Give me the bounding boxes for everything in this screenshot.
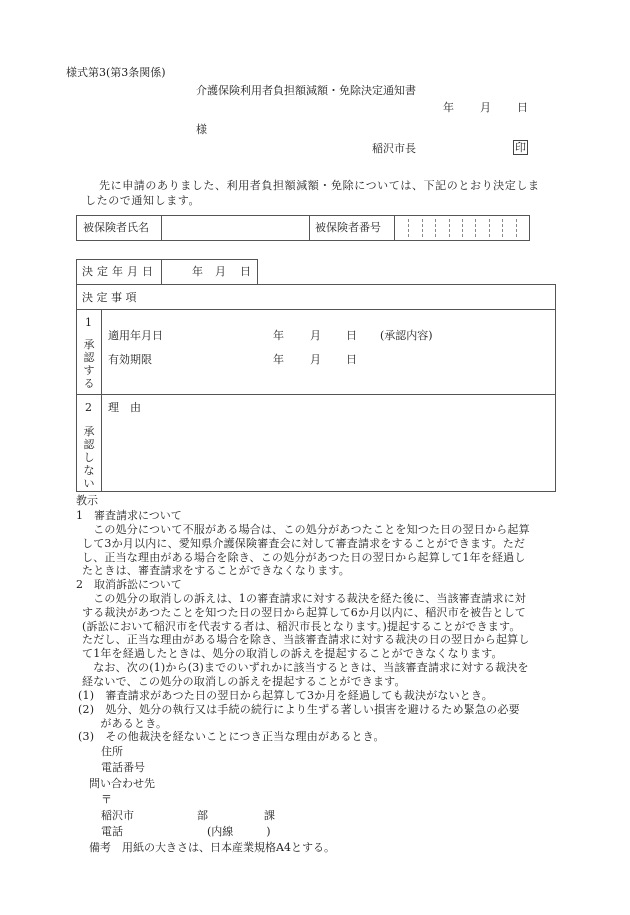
approval-content-label: (承認内容): [380, 329, 433, 342]
date-month-label: 月: [480, 101, 491, 114]
decision-date-year: 年: [192, 265, 203, 278]
section2-title: 2 取消訴訟について: [76, 578, 182, 591]
addressee-suffix: 様: [196, 123, 207, 136]
reason-label: 理 由: [108, 401, 141, 414]
insured-name-field[interactable]: [162, 216, 308, 240]
contact-city: 稲沢市: [101, 809, 134, 822]
digit-divider: [422, 219, 423, 237]
text-line: て1年を経過したときは、処分の取消しの訴えを提起することができなくなります。: [82, 647, 503, 661]
date-day-label: 日: [517, 101, 528, 114]
digit-divider: [449, 219, 450, 237]
inquiry-label: 問い合わせ先: [89, 777, 155, 790]
insured-number-digit-cell[interactable]: [502, 216, 515, 240]
valid-year: 年: [273, 353, 284, 366]
insured-number-digit-cell[interactable]: [395, 216, 408, 240]
section1-title: 1 審査請求について: [76, 509, 182, 522]
seal-mark: 印: [515, 141, 526, 154]
contact-section: 課: [264, 809, 275, 822]
digit-divider: [489, 219, 490, 237]
decision-items-table: [76, 284, 556, 492]
decision-date-month: 月: [215, 265, 226, 278]
insured-number-digit-cell[interactable]: [516, 216, 529, 240]
text-line: たときは、審査請求をすることができなくなります。: [82, 564, 350, 578]
valid-period-label: 有効期限: [108, 353, 152, 366]
intro-line-1: 先に申請のありました、利用者負担額減額・免除については、下記のとおり決定しま: [99, 179, 540, 192]
apply-date-label: 適用年月日: [108, 329, 163, 342]
intro-line-2: したので通知します。: [85, 194, 201, 207]
issuer-name: 稲沢市長: [372, 142, 416, 155]
text-line: があるとき。: [78, 716, 168, 730]
digit-divider: [462, 219, 463, 237]
apply-day: 日: [346, 329, 357, 342]
text-line: なお、次の(1)から(3)までのいずれかに該当するときは、当該審査請求に対する裁決を: [82, 660, 529, 674]
apply-year: 年: [273, 329, 284, 342]
text-line: (訴訟において稲沢市を代表する者は、稲沢市長となります。)提起することができます。: [82, 619, 521, 633]
date-year-label: 年: [443, 101, 454, 114]
digit-divider: [475, 219, 476, 237]
text-line: し、正当な理由がある場合を除き、この処分があつた日の翌日から起算して1年を経過し: [82, 550, 526, 564]
contact-department: 部: [197, 809, 208, 822]
approve-number: 1: [85, 316, 92, 329]
decision-date-label: 決定年月日: [82, 265, 157, 278]
text-line: この処分について不服がある場合は、この処分があつたことを知つた日の翌日から起算: [82, 523, 530, 536]
decision-date-day: 日: [240, 265, 251, 278]
insured-number-digit-cell[interactable]: [462, 216, 475, 240]
section2-items: [78, 689, 556, 744]
insured-name-label: 被保険者氏名: [83, 221, 149, 234]
section2-body: [82, 592, 558, 689]
section1-body: [82, 523, 558, 578]
form-number: 様式第3(第3条関係): [66, 66, 166, 79]
approve-side-label: 承認する: [83, 338, 95, 390]
digit-divider: [435, 219, 436, 237]
insured-number-digit-cell[interactable]: [475, 216, 488, 240]
postal-mark: 〒: [101, 793, 112, 806]
text-line: (2) 処分、処分の執行又は手続の続行により生ずる著しい損害を避けるため緊急の必要: [78, 702, 520, 716]
insured-number-label: 被保険者番号: [315, 221, 381, 234]
valid-day: 日: [346, 353, 357, 366]
digit-divider: [408, 219, 409, 237]
text-line: (1) 審査請求があつた日の翌日から起算して3か月を経過しても裁決がないとき。: [78, 689, 493, 702]
insured-number-digit-cell[interactable]: [449, 216, 462, 240]
contact-extension: (内線 ): [207, 825, 271, 838]
remarks-note: 備考 用紙の大きさは、日本産業規格A4とする。: [89, 841, 335, 854]
insured-number-digit-cell[interactable]: [422, 216, 435, 240]
text-line: (3) その他裁決を経ないことにつき正当な理由があるとき。: [78, 730, 385, 744]
reject-number: 2: [85, 401, 92, 414]
text-line: して3か月以内に、愛知県介護保険審査会に対して審査請求をすることができます。ただ: [82, 536, 526, 550]
phone-number-label: 電話番号: [101, 761, 145, 774]
insured-number-field[interactable]: [395, 216, 529, 240]
contact-phone-label: 電話: [101, 825, 123, 838]
reject-side-label: 承認しない: [83, 425, 95, 490]
apply-month: 月: [310, 329, 321, 342]
address-label: 住所: [101, 745, 123, 758]
text-line: ただし、正当な理由がある場合を除き、当該審査請求に対する裁決の日の翌日から起算し: [82, 633, 530, 647]
insured-number-digit-cell[interactable]: [408, 216, 421, 240]
insured-number-digit-cell[interactable]: [435, 216, 448, 240]
digit-divider: [502, 219, 503, 237]
valid-month: 月: [310, 353, 321, 366]
digit-divider: [516, 219, 517, 237]
decision-items-label: 決 定 事 項: [82, 291, 137, 304]
text-line: この処分の取消しの訴えは、1の審査請求に対する裁決を経た後に、当該審査請求に対: [82, 592, 526, 605]
insured-number-digit-cell[interactable]: [489, 216, 502, 240]
instructions-heading: 教示: [76, 494, 98, 507]
text-line: 経ないで、この処分の取消しの訴えを提起することができます。: [82, 674, 406, 688]
text-line: する裁決があつたことを知つた日の翌日から起算して6か月以内に、稲沢市を被告として: [82, 605, 526, 619]
document-title: 介護保険利用者負担額減額・免除決定通知書: [196, 84, 416, 97]
